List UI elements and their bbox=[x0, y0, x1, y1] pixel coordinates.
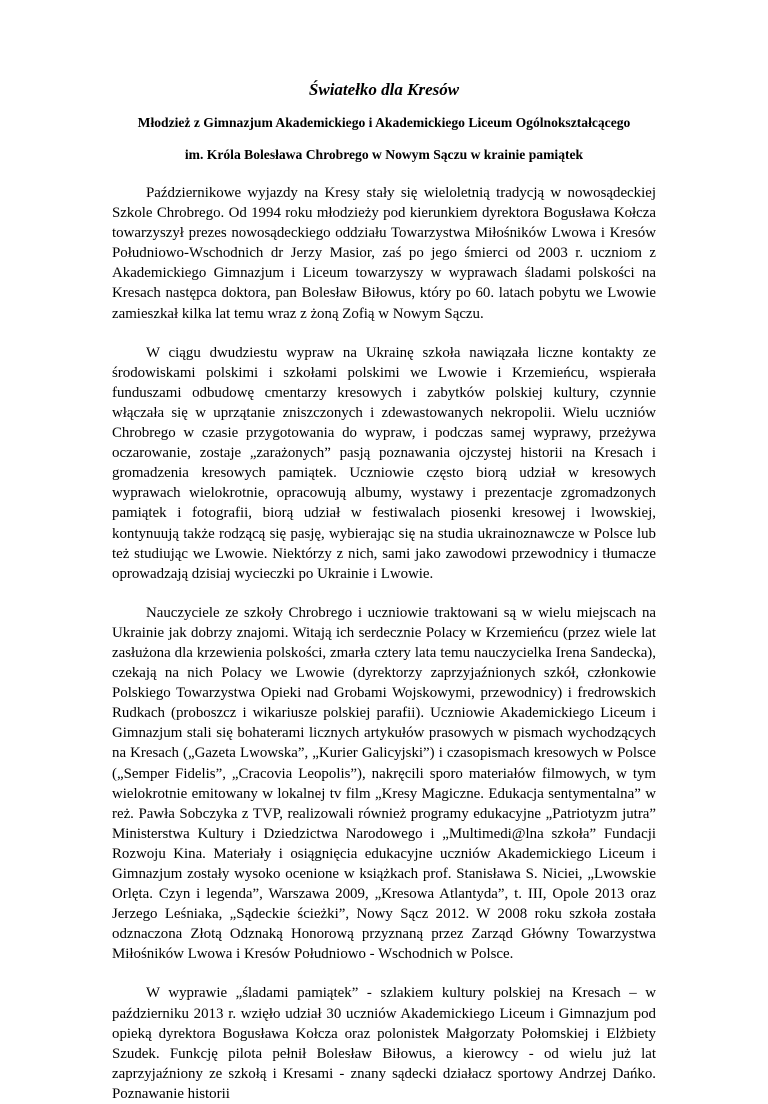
document-body bbox=[112, 183, 656, 1104]
document-subtitle-line-1: Młodzież z Gimnazjum Akademickiego i Akademickiego Liceum Ogólnokształcącego bbox=[137, 115, 631, 130]
paragraph-4: W wyprawie „śladami pamiątek” - szlakiem kultury polskiej na Kresach – w październiku 2013 r. wzięło udział 30 uczniów Akademickiego Liceum i Gimnazjum pod opieką dyrektora Bogusława Kołcza oraz polonistek Małgorzaty Połomskiej i Elżbiety Szudek. Funkcję pilota pełnił Bolesław Biłowus, a kierowcy - od wielu już lat zaprzyjaźniony ze szkołą i Kresami - znany sądecki działacz sportowy Andrzej Dańko. Poznawanie historii bbox=[112, 985, 656, 1102]
document-subtitle-line-2: im. Króla Bolesława Chrobrego w Nowym Sączu w krainie pamiątek bbox=[184, 147, 584, 162]
paragraph-1: Październikowe wyjazdy na Kresy stały się wieloletnią tradycją w nowosądeckiej Szkole Chrobrego. Od 1994 roku młodzieży pod kierunkiem dyrektora Bogusława Kołcza towarzyszył prezes nowosądeckiego oddziału Towarzystwa Miłośników Lwowa i Kresów Południowo-Wschodnich dr Jerzy Masior, zaś po jego śmierci od 2003 r. uczniom z Akademickiego Gimnazjum i Liceum towarzyszy w wyprawach śladami polskości na Kresach następca doktora, pan Bolesław Biłowus, który po 60. latach pobytu we Lwowie zamieszkał kilka lat temu wraz z żoną Zofią w Nowym Sączu. bbox=[112, 185, 656, 322]
document-title: Światełko dla Kresów bbox=[308, 80, 460, 99]
paragraph-2: W ciągu dwudziestu wypraw na Ukrainę szkoła nawiązała liczne kontakty ze środowiskami polskimi i szkołami polskimi we Lwowie i Krzemieńcu, wspierała funduszami odbudowę cmentarzy kresowych i zabytków polskiej kultury, czynnie włączała się w uprzątanie zniszczonych i zdewastowanych nekropolii. Wielu uczniów Chrobrego w czasie przygotowania do wypraw, i podczas samej wyprawy, przeżywa oczarowanie, zostaje „zarażonych” pasją poznawania ojczystej historii na Kresach i gromadzenia kresowych pamiątek. Uczniowie często biorą udział w kresowych wyprawach wielokrotnie, opracowują albumy, wystawy i prezentacje zgromadzonych pamiątek i fotografii, biorą udział w festiwalach piosenki kresowej i lwowskiej, kontynuują także rodzącą się pasję, wybierając się na studia ukrainoznawcze w Polsce lub też studiując we Lwowie. Niektórzy z nich, sami jako zawodowi przewodnicy i tłumacze oprowadzają dzisiaj wycieczki po Ukrainie i Lwowie. bbox=[112, 344, 656, 582]
paragraph-3: Nauczyciele ze szkoły Chrobrego i uczniowie traktowani są w wielu miejscach na Ukrainie jak dobrzy znajomi. Witają ich serdecznie Polacy w Krzemieńcu (przez wiele lat zasłużona dla krzewienia polskości, zmarła cztery lata temu nauczycielka Irena Sandecka), czekają na nich Polacy we Lwowie (dyrektorzy zaprzyjaźnionych szkół, członkowie Polskiego Towarzystwa Opieki nad Grobami Wojskowymi, przewodnicy) i fredrowskich Rudkach (proboszcz i wikariusze polskiej parafii). Uczniowie Akademickiego Liceum i Gimnazjum stali się bohaterami licznych artykułów prasowych w pismach wychodzących na Kresach („Gazeta Lwowska”, „Kurier Galicyjski”) i czasopismach kresowych w Polsce („Semper Fidelis”, „Cracovia Leopolis”), nakręcili sporo materiałów filmowych, w tym wielokrotnie emitowany w lokalnej tv film „Kresy Magiczne. Edukacja sentymentalna” w reż. Pawła Sobczyka z TVP, realizowali również programy edukacyjne „Patriotyzm jutra” Ministerstwa Kultury i Dziedzictwa Narodowego i „Multimedi@lna szkoła” Fundacji Rozwoju Kina. Materiały i osiągnięcia edukacyjne uczniów Akademickiego Liceum i Gimnazjum zostały wysoko ocenione w książkach prof. Stanisława S. Niciei, „Lwowskie Orlęta. Czyn i legenda”, Warszawa 2009, „Kresowa Atlantyda”, t. III, Opole 2013 oraz Jerzego Leśniaka, „Sądeckie ścieżki”, Nowy Sącz 2012. W 2008 roku szkoła została odznaczona Złotą Odznaką Honorową przyznaną przez Zarząd Główny Towarzystwa Miłośników Lwowa i Kresów Południowo - Wschodnich w Polsce. bbox=[112, 604, 656, 963]
document-page bbox=[112, 80, 656, 1104]
